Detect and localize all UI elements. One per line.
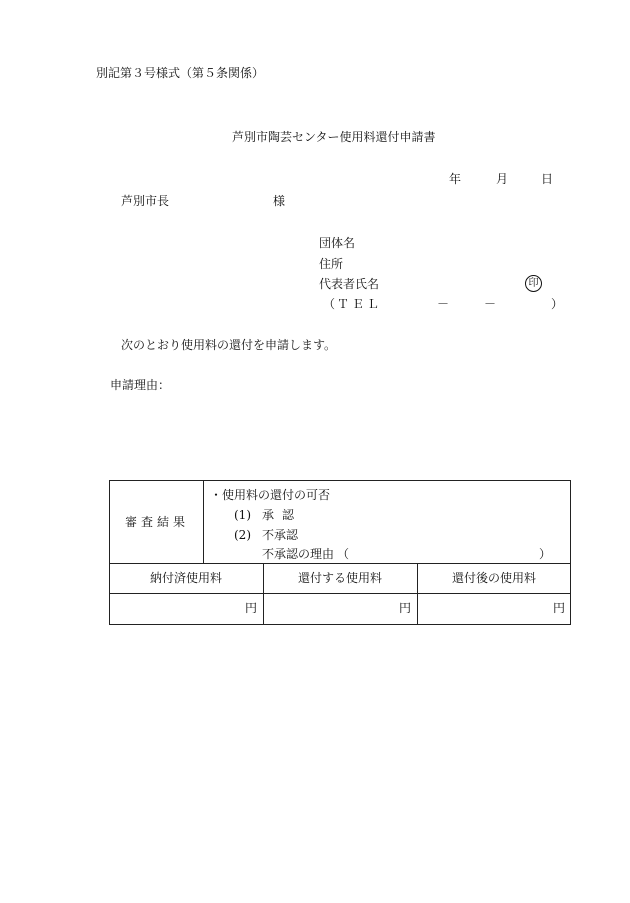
tel-close-paren: ） <box>551 297 564 311</box>
date-month-label: 月 <box>496 172 509 186</box>
org-name-label: 団体名 <box>319 236 356 250</box>
table-border-top <box>109 480 571 481</box>
review-result-label: 審査結果 <box>125 515 190 529</box>
fee-header-divider <box>109 593 571 594</box>
option-reject-number: (2) <box>234 528 251 542</box>
tel-open-paren: （ <box>323 297 336 311</box>
tel-separator-2: － <box>484 297 497 311</box>
reason-label: 申請理由： <box>110 378 171 392</box>
table-border-left <box>109 480 110 625</box>
review-table <box>109 480 571 625</box>
header-refund-fee: 還付する使用料 <box>297 571 382 585</box>
review-label-divider <box>203 480 204 563</box>
header-paid-fee: 納付済使用料 <box>149 571 222 585</box>
refund-decision-question: ・使用料の還付の可否 <box>210 488 331 502</box>
address-label: 住所 <box>319 257 344 271</box>
after-refund-fee-unit: 円 <box>553 601 566 615</box>
addressee-honorific: 様 <box>273 194 286 208</box>
tel-separator-1: － <box>437 297 450 311</box>
date-day-label: 日 <box>541 172 554 186</box>
tel-label: ＴＥＬ <box>337 297 383 311</box>
request-statement: 次のとおり使用料の還付を申請します。 <box>121 338 337 352</box>
reject-reason-open-paren: （ <box>337 547 350 561</box>
addressee-name: 芦別市長 <box>121 194 170 208</box>
seal-mark: 印 <box>525 275 542 292</box>
option-approve-number: (1) <box>234 508 251 522</box>
document-title: 芦別市陶芸センター使用料還付申請書 <box>232 130 436 144</box>
reject-reason-close-paren: ） <box>539 547 552 561</box>
table-border-bottom <box>109 624 571 625</box>
date-year-label: 年 <box>449 172 462 186</box>
table-border-right <box>570 480 571 625</box>
paid-fee-unit: 円 <box>245 601 258 615</box>
form-number: 別記第３号様式（第５条関係） <box>96 66 265 80</box>
refund-fee-unit: 円 <box>399 601 412 615</box>
review-section-divider <box>109 563 571 564</box>
reject-reason-label: 不承認の理由 <box>262 547 335 561</box>
header-after-refund-fee: 還付後の使用料 <box>451 571 536 585</box>
option-reject-label: 不承認 <box>262 528 299 542</box>
option-approve-label: 承認 <box>262 508 303 522</box>
representative-label: 代表者氏名 <box>319 277 380 291</box>
